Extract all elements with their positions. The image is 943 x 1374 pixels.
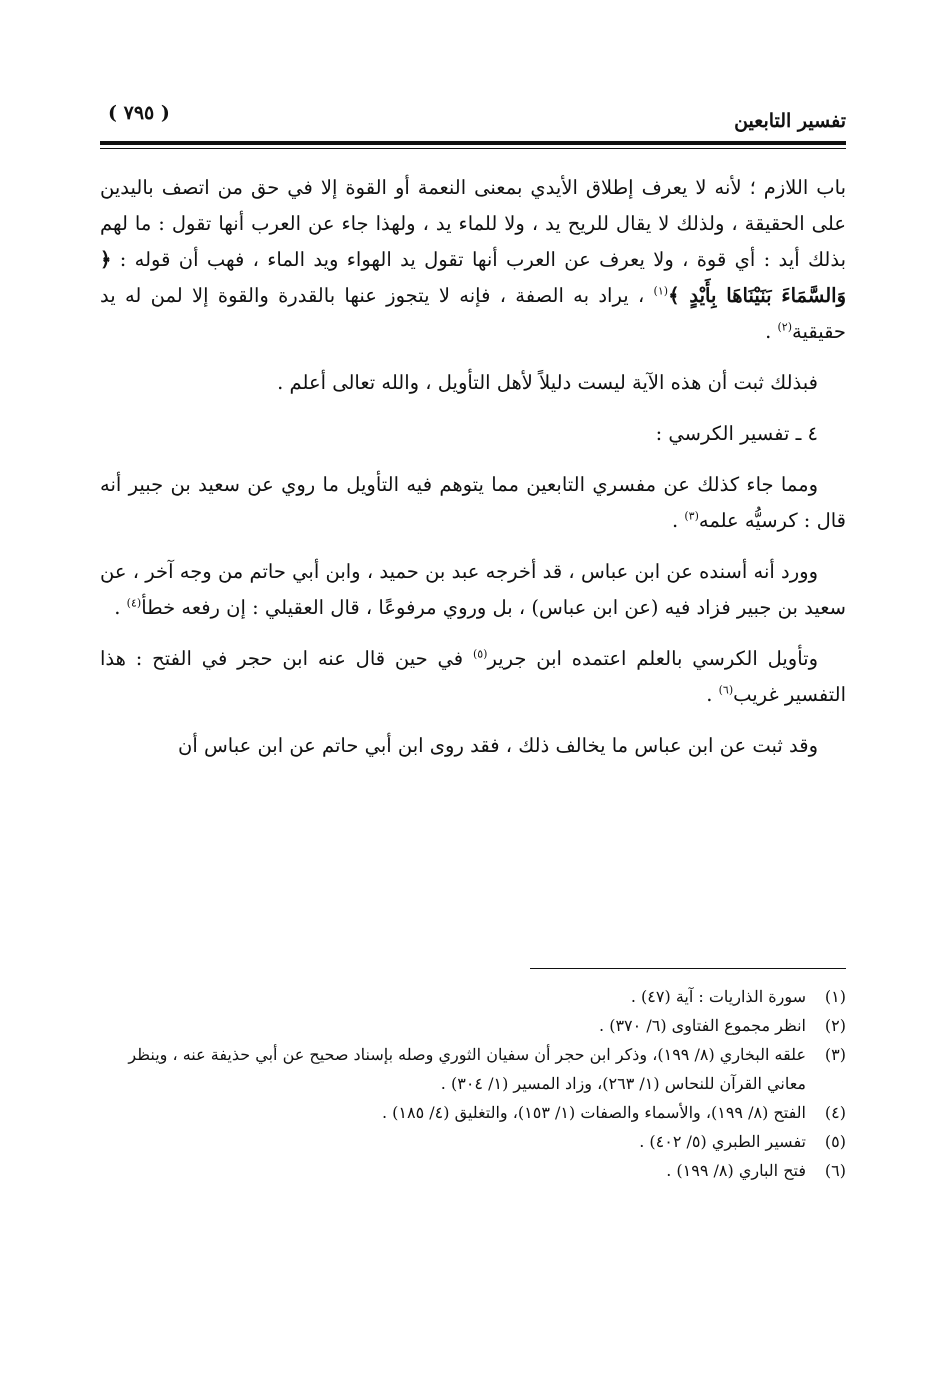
footnote-separator: [530, 968, 846, 969]
paragraph-text: وورد أنه أسنده عن ابن عباس ، قد أخرجه عبد بن حميد ، وابن أبي حاتم من وجه آخر ، عن سعيد بن جبير فزاد فيه (عن ابن عباس) ، بل وروي مرفوعًا ، قال العقيلي : إن رفعه خطأ: [100, 560, 846, 619]
paragraph-6: [100, 641, 846, 713]
paragraph-7: [100, 728, 846, 764]
footnote-text: سورة الذاريات : آية (٤٧) .: [630, 987, 806, 1006]
paragraph-text: .: [114, 596, 127, 619]
paragraph-4: [100, 467, 846, 539]
footnote-2: [100, 1011, 846, 1040]
footnote-6: [100, 1156, 846, 1185]
section-heading: [100, 416, 846, 452]
paragraph-text: ومما جاء كذلك عن مفسري التابعين مما يتوهم فيه التأويل ما روي عن سعيد بن جبير أنه قال : كرسيُّه علمه: [100, 473, 846, 532]
paragraph-text: ، يراد به الصفة ، فإنه لا يتجوز عنها بالقدرة والقوة إلا لمن له يد حقيقية: [100, 284, 846, 343]
footnotes: [100, 982, 846, 1185]
main-text: [100, 170, 846, 779]
footnote-ref: (٥): [472, 647, 488, 661]
header-rule-thick: [100, 141, 846, 145]
footnote-4: [100, 1098, 846, 1127]
footnote-ref: (٣): [684, 509, 699, 523]
footnote-3: [100, 1040, 846, 1098]
header-rule-thin: [100, 148, 846, 149]
paragraph-text: .: [671, 509, 685, 532]
footnote-text: تفسير الطبري (٥/ ٤٠٢) .: [639, 1132, 806, 1151]
footnote-5: [100, 1127, 846, 1156]
running-title: تفسير التابعين: [734, 110, 846, 132]
page-number: ( ٧٩٥ ): [108, 102, 170, 124]
paragraph-text: .: [706, 683, 719, 706]
footnote-ref: (٦): [718, 683, 734, 697]
footnote-ref: (٤): [126, 596, 142, 610]
paragraph-text: في حين قال عنه ابن حجر في الفتح : هذا التفسير غريب: [100, 647, 846, 706]
paragraph-2: [100, 365, 846, 401]
paragraph-text: وقد ثبت عن ابن عباس ما يخالف ذلك ، فقد روى ابن أبي حاتم عن ابن عباس أن: [178, 734, 818, 757]
footnote-number: (٦): [824, 1161, 846, 1180]
footnote-text: علقه البخاري (٨/ ١٩٩)، وذكر ابن حجر أن سفيان الثوري وصله بإسناد صحيح عن أبي حذيفة عنه ، وينظر معاني القرآن للنحاس (١/ ٢٦٣)، وزاد المسير (١/ ٣٠٤) .: [128, 1045, 806, 1093]
footnote-number: (٤): [824, 1103, 846, 1122]
footnote-text: انظر مجموع الفتاوى (٦/ ٣٧٠) .: [599, 1016, 806, 1035]
footnote-text: الفتح (٨/ ١٩٩)، والأسماء والصفات (١/ ١٥٣)، والتغليق (٤/ ١٨٥) .: [381, 1103, 806, 1122]
paragraph-text: .: [765, 320, 778, 343]
page-header: [100, 100, 846, 140]
footnote-number: (١): [824, 987, 846, 1006]
footnote-number: (٣): [824, 1045, 846, 1064]
paragraph-1: [100, 170, 846, 350]
paragraph-5: [100, 554, 846, 626]
footnote-1: [100, 982, 846, 1011]
quran-verse: ﴿ وَالسَّمَاءَ بَنَيْنَاهَا بِأَيْدٍ ﴾: [100, 248, 846, 307]
footnote-number: (٥): [824, 1132, 846, 1151]
footnote-ref: (١): [653, 284, 669, 298]
paragraph-text: فبذلك ثبت أن هذه الآية ليست دليلاً لأهل التأويل ، والله تعالى أعلم .: [277, 371, 818, 394]
paragraph-text: وتأويل الكرسي بالعلم اعتمده ابن جرير: [487, 647, 818, 670]
heading-text: ٤ ـ تفسير الكرسي :: [655, 422, 818, 445]
footnote-ref: (٢): [777, 320, 792, 334]
footnote-number: (٢): [824, 1016, 846, 1035]
footnote-text: فتح الباري (٨/ ١٩٩) .: [666, 1161, 806, 1180]
paragraph-text: باب اللازم ؛ لأنه لا يعرف إطلاق الأيدي بمعنى النعمة أو القوة إلا في حق من اتصف باليدين على الحقيقة ، ولذلك لا يقال للريح يد ، ولا للماء يد ، ولهذا جاء عن العرب أنها تقول : ما لهم بذلك أيد : أي قوة ، ولا يعرف عن العرب أنها تقول يد الهواء ويد الماء ، فهب أن قوله :: [100, 176, 846, 271]
